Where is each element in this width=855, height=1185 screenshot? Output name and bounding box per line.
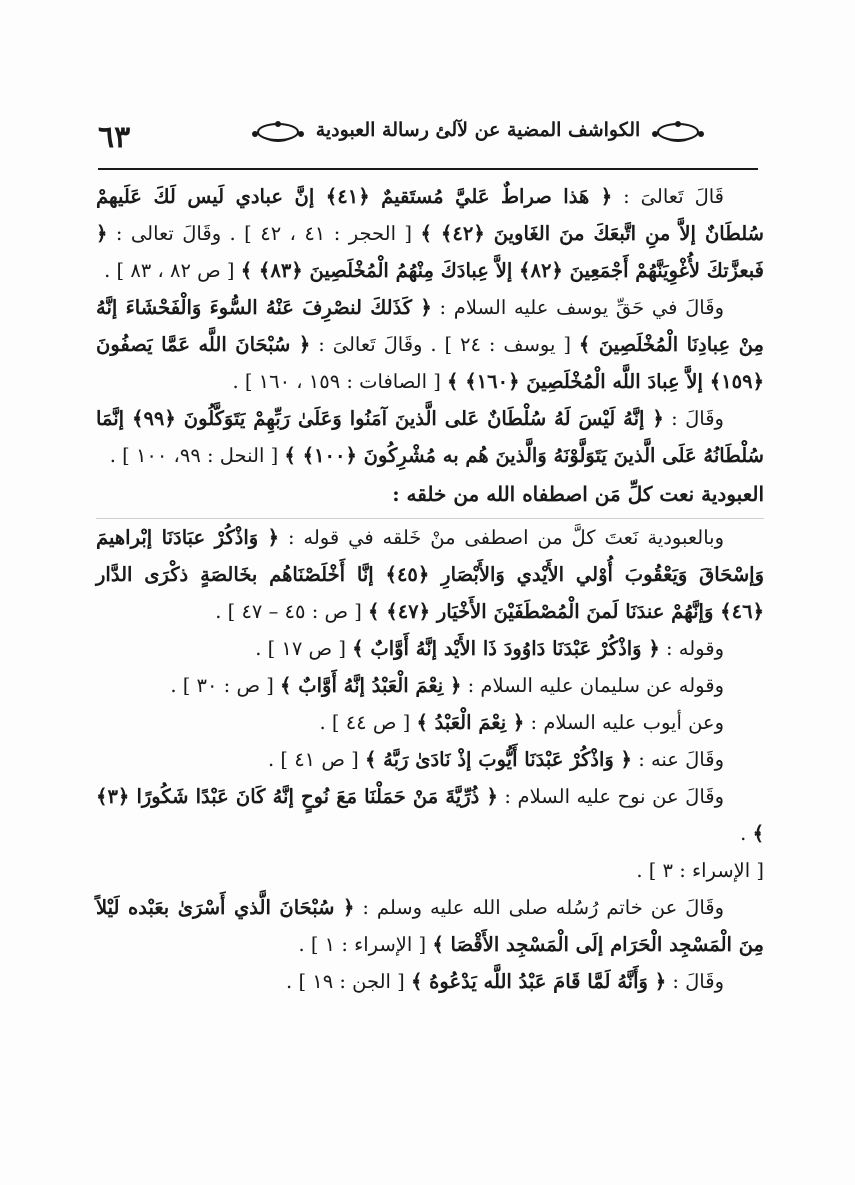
paragraph: [96, 178, 764, 289]
quran-quote: ﴿ إنَّهُ لَيْسَ لَهُ سُلْطَانٌ عَلى الَّذينَ آمَنُوا وَعَلَىٰ رَبِّهِمْ يَتَوَكَّلُونَ ﴿٩٩﴾ إنَّمَا سُلْطَانُهُ عَلَى الَّذينَ يَتَوَلَّوْنَهُ وَالَّذينَ هُم به مُشْرِكُونَ ﴿١٠٠﴾ ﴾: [96, 407, 764, 467]
verse-reference: [ ص ٤١ ] .: [268, 748, 365, 771]
verse-reference: [ يوسف : ٢٤ ] . وقَالَ تَعالىَ :: [310, 333, 579, 356]
short-line: [96, 630, 764, 667]
quran-quote: ﴿ وَاذْكُرْ عَبْدَنَا دَاوُودَ ذَا الأَيْد إنَّهُ أَوَّابٌ ﴾: [352, 637, 660, 660]
quran-quote: ﴿ وَاذْكُرْ عبَادَنَا إبْراهيمَ وَإسْحَاقَ وَيَعْقُوبَ أُوْلي الأَيْدي وَالأَبْصَارِ ﴿٤٥﴾ إنَّا أَخْلَصْنَاهُم بخَالصَةٍ ذكْرَى الدَّار ﴿٤٦﴾ وَإنَّهُمْ عندَنَا لَمنَ الْمُصْطَفَيْنَ الأَخْيَار ﴿٤٧﴾ ﴾: [96, 526, 764, 623]
short-line: [96, 667, 764, 704]
paragraph-lead: وقَالَ عن نوح عليه السلام :: [497, 785, 724, 808]
quran-quote: ﴿ كَذَلكَ لنصْرِفَ عَنْهُ السُّوءَ وَالْفَحْشَاءَ إنَّهُ مِنْ عِبادِنَا الْمُخْلَصِينَ ﴾: [96, 296, 764, 356]
verse-reference: [ ص ١٧ ] .: [255, 637, 353, 660]
section-heading: العبودية نعت كلِّ مَن اصطفاه الله من خلقه :: [96, 474, 764, 519]
paragraph-lead: وقَالَ عنه :: [632, 748, 724, 771]
quran-quote: ﴿ سُبْحَانَ الَّذي أَسْرَىٰ بعَبْده لَيْلاً مِنَ الْمَسْجِد الْحَرَام إلَى الْمَسْجِد الأَقْصَا ﴾: [96, 896, 764, 956]
page-body: [96, 178, 764, 1000]
quran-quote: ﴿ وَأَنَّهُ لَمَّا قَامَ عَبْدُ اللَّه يَدْعُوهُ ﴾: [410, 970, 667, 993]
quran-quote: ﴿ فَبعزَّتكَ لأُغْوِيَنَّهُمْ أَجْمَعِينَ ﴿٨٢﴾ إلاَّ عِبادَكَ مِنْهُمُ الْمُخْلَصِينَ ﴿٨٣﴾ ﴾: [96, 222, 764, 282]
paragraph: [96, 289, 764, 400]
paragraph-lead: وبالعبودية نَعتَ كلَّ من اصطفى منْ خَلقه في قوله :: [279, 526, 724, 549]
quran-quote: ﴿ نِعْمَ الْعَبْدُ إنَّهُ أَوَّابٌ ﴾: [280, 674, 462, 697]
running-title: الكواشف المضية عن لآلئ رسالة العبودية: [315, 119, 641, 141]
quran-quote: ﴿ وَاذْكُرْ عَبْدَنَا أَيُّوبَ إذْ نَادَىٰ رَبَّهُ ﴾: [364, 748, 632, 771]
quran-quote: ﴿ سُبْحَانَ اللَّه عَمَّا يَصفُونَ ﴿١٥٩﴾ إلاَّ عِبادَ اللَّه الْمُخْلَصِينَ ﴿١٦٠﴾ ﴾: [96, 333, 764, 393]
verse-reference: .: [740, 822, 753, 845]
short-line: [96, 778, 764, 852]
short-line: [96, 704, 764, 741]
paragraph-lead: قَالَ تَعالىَ :: [612, 185, 724, 208]
page-header: [98, 118, 758, 170]
paragraph: [96, 963, 764, 1000]
verse-reference-line: [ الإسراء : ٣ ] .: [636, 859, 764, 882]
paragraph: [96, 519, 764, 630]
verse-reference: [ الصافات : ١٥٩ ، ١٦٠ ] .: [232, 370, 448, 393]
paragraph-lead: وقَالَ في حَقِّ يوسف عليه السلام :: [431, 296, 724, 319]
quran-quote: ﴿ هَذا صراطٌ عَليَّ مُستَقيمٌ ﴿٤١﴾ إنَّ عبادي لَيس لَكَ عَلَيهمْ سُلطَانٌ إلاَّ منِ اتَّبعَكَ منَ الغَاوينَ ﴿٤٢﴾ ﴾: [96, 185, 764, 245]
paragraph-lead: وعن أيوب عليه السلام :: [524, 711, 724, 734]
paragraph: [96, 889, 764, 963]
verse-reference: [ النحل : ٩٩، ١٠٠ ] .: [109, 444, 285, 467]
quran-quote: ﴿ نِعْمَ الْعَبْدُ ﴾: [416, 711, 525, 734]
ornament-icon: [647, 118, 709, 144]
header-rule: [98, 168, 758, 170]
paragraph-lead: وقَالَ عن خاتم رُسُله صلى الله عليه وسلم :: [354, 896, 724, 919]
page-number: ٦٣: [98, 120, 131, 155]
paragraph-lead: وقَالَ :: [663, 407, 724, 430]
paragraph: [96, 400, 764, 474]
verse-reference: [ الإسراء : ١ ] .: [298, 933, 433, 956]
verse-reference: [ ص ٨٢ ، ٨٣ ] .: [104, 259, 241, 282]
running-title-block: [198, 118, 758, 144]
short-line: [96, 741, 764, 778]
verse-reference: [ ص : ٣٠ ] .: [170, 674, 281, 697]
verse-reference: [ الجن : ١٩ ] .: [286, 970, 411, 993]
verse-reference: [ الحجر : ٤١ ، ٤٢ ] . وقَالَ تعالى :: [107, 222, 421, 245]
verse-reference: [ ص : ٤٥ – ٤٧ ] .: [215, 600, 369, 623]
verse-reference: [ ص ٤٤ ] .: [319, 711, 417, 734]
paragraph-lead: وقَالَ :: [666, 970, 724, 993]
ornament-icon: [247, 118, 309, 144]
quran-quote: ﴿ ذُرِّيَّةَ مَنْ حَمَلْنَا مَعَ نُوحٍ إنَّهُ كَانَ عَبْدًا شَكُورًا ﴿٣﴾ ﴾: [96, 785, 764, 845]
paragraph-lead: وقوله :: [659, 637, 724, 660]
paragraph-lead: وقوله عن سليمان عليه السلام :: [461, 674, 724, 697]
